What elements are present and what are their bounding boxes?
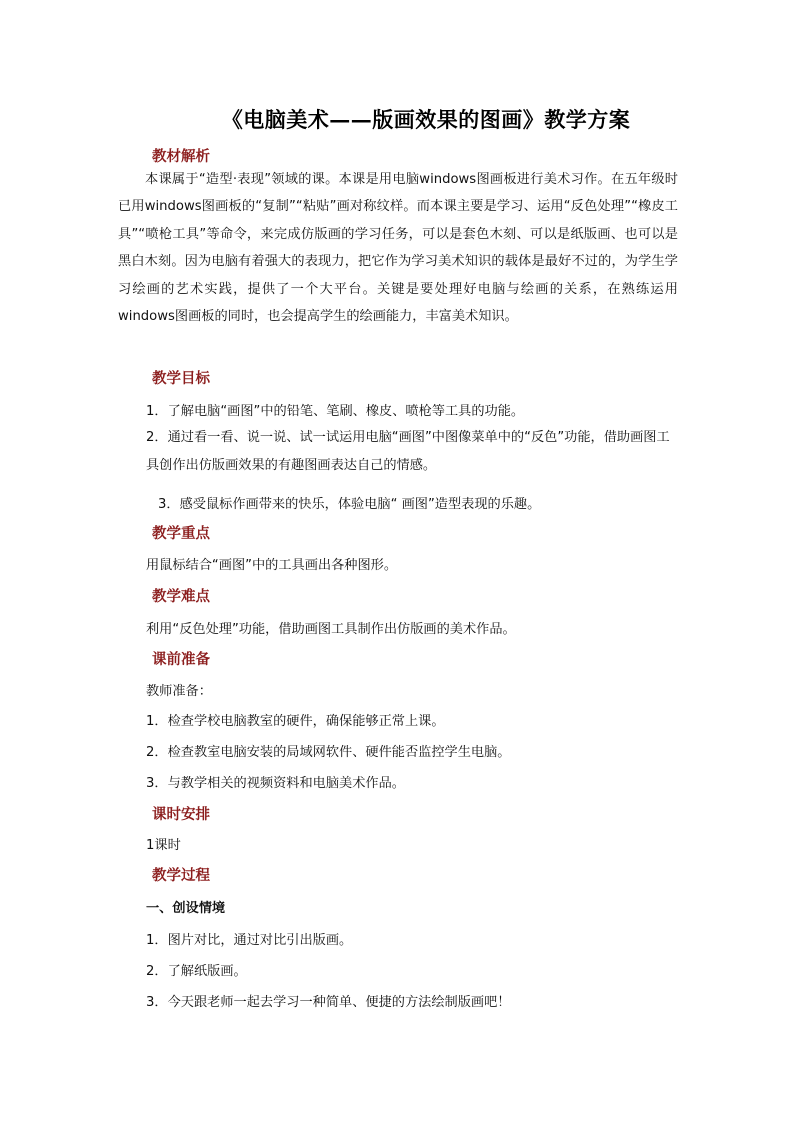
- heading-goals: 教学目标: [152, 371, 210, 387]
- heading-difficulties: 教学难点: [152, 589, 210, 605]
- process-item-2: 2．了解纸版画。: [146, 964, 247, 979]
- heading-schedule: 课时安排: [152, 807, 210, 823]
- heading-process: 教学过程: [152, 868, 210, 884]
- preparation-item-1: 1．检查学校电脑教室的硬件，确保能够正常上课。: [146, 714, 445, 729]
- preparation-item-3: 3．与教学相关的视频资料和电脑美术作品。: [146, 776, 405, 791]
- process-item-3: 3．今天跟老师一起去学习一种简单、便捷的方法绘制版画吧！: [146, 995, 511, 1010]
- goal-item-3: 3．感受鼠标作画带来的快乐，体验电脑“ 画图”造型表现的乐趣。: [158, 497, 541, 512]
- difficulties-text: 利用“反色处理”功能，借助画图工具制作出仿版画的美术作品。: [146, 622, 516, 637]
- goal-item-1: 1．了解电脑“画图”中的铅笔、笔刷、橡皮、喷枪等工具的功能。: [146, 404, 525, 419]
- process-item-1: 1．图片对比，通过对比引出版画。: [146, 933, 353, 948]
- analysis-paragraph: 本课属于“造型·表现”领域的课。本课是用电脑windows图画板进行美术习作。在五年级时已用windows图画板的“复制”“粘贴”画对称纹样。而本课主要是学习、运用“反色处理”“橡皮工具”“喷枪工具”等命令，来完成仿版画的学习任务，可以是套色木刻、可以是纸版画、也可以是黑白木刻。因为电脑有着强大的表现力，把它作为学习美术知识的载体是最好不过的，为学生学习绘画的艺术实践，提供了一个大平台。关键是要处理好电脑与绘画的关系，在熟练运用windows图画板的同时，也会提高学生的绘画能力，丰富美术知识。: [118, 172, 678, 325]
- preparation-item-2: 2．检查教室电脑安装的局域网软件、硬件能否监控学生电脑。: [146, 745, 511, 760]
- heading-analysis: 教材解析: [152, 149, 210, 165]
- document-title: 《电脑美术——版画效果的图画》教学方案: [221, 107, 631, 132]
- goal-item-2: 2．通过看一看、说一说、试一试运用电脑“画图”中图像菜单中的“反色”功能，借助画图工具创作出仿版画效果的有趣图画表达自己的情感。: [146, 430, 670, 473]
- key-points-text: 用鼠标结合“画图”中的工具画出各种图形。: [146, 558, 398, 573]
- process-step-title: 一、创设情境: [146, 901, 226, 916]
- schedule-text: 1课时: [146, 838, 181, 853]
- heading-preparation: 课前准备: [152, 652, 210, 668]
- preparation-intro: 教师准备：: [146, 684, 212, 699]
- heading-key-points: 教学重点: [152, 526, 210, 542]
